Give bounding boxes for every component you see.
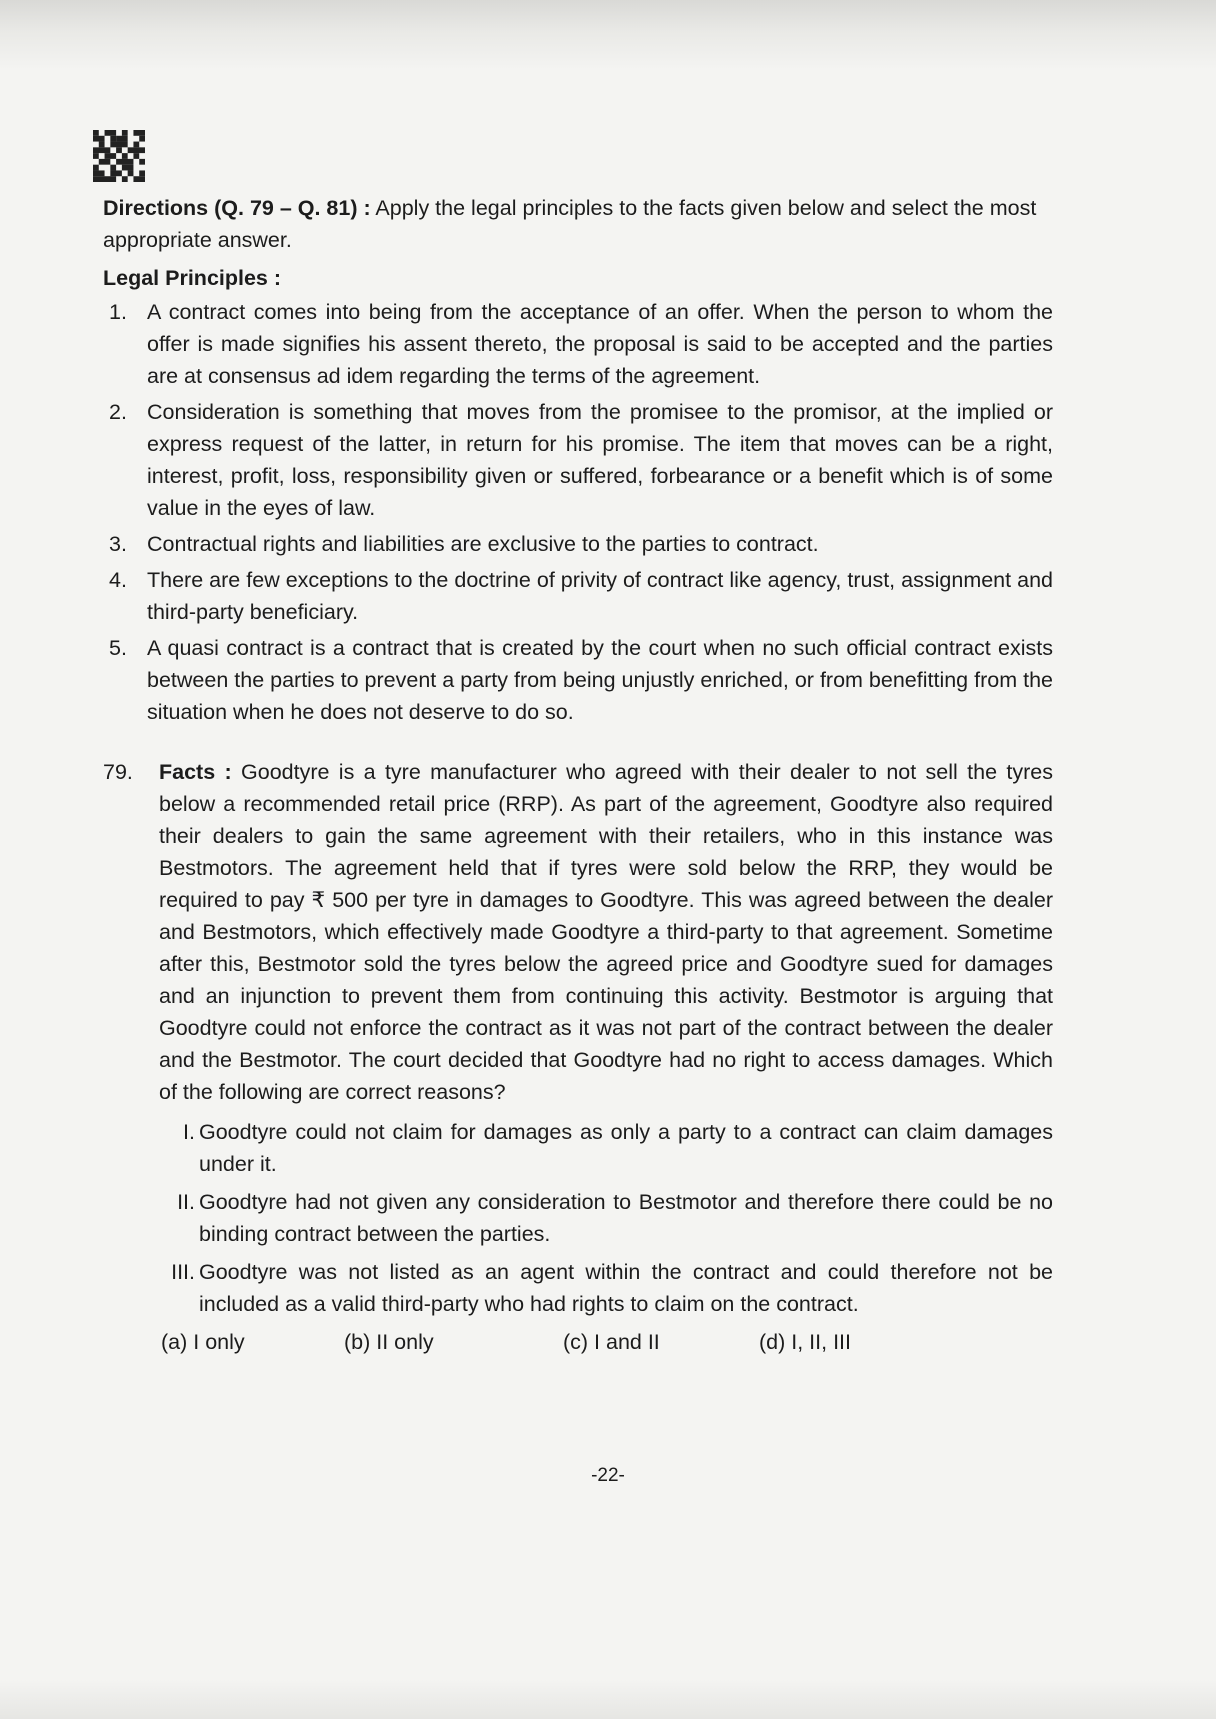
option-c[interactable]: (c) I and II [563,1330,660,1354]
facts-label: Facts : [159,760,232,784]
principle-number: 1. [109,300,127,324]
statement-number: I. [183,1120,195,1144]
directions-label: Directions (Q. 79 – Q. 81) : [103,196,371,220]
principle-number: 3. [109,532,127,556]
qr-code-icon [92,130,146,182]
statement-number: II. [177,1190,195,1214]
answer-options [159,1326,1053,1358]
statement-item [159,1186,1053,1250]
principle-item [103,296,1053,392]
scan-shadow-bottom [0,1679,1216,1719]
principle-number: 5. [109,636,127,660]
option-b[interactable]: (b) II only [344,1330,434,1354]
page-content [103,192,1053,1358]
directions-text: Apply the legal principles to the facts given below and select the most appropriate answer. [103,196,1037,252]
principle-item [103,528,1053,560]
option-d[interactable]: (d) I, II, III [759,1330,851,1354]
statement-text: Goodtyre was not listed as an agent within the contract and could therefore not be included as a valid third-party who had rights to claim on the contract. [199,1260,1053,1316]
directions [103,192,1053,256]
statement-item [159,1116,1053,1180]
statement-text: Goodtyre had not given any consideration to Bestmotor and therefore there could be no binding contract between the parties. [199,1190,1053,1246]
principle-text: Consideration is something that moves from the promisee to the promisor, at the implied or express request of the latter, in return for his promise. The item that moves can be a right, interest, profit, loss, responsibility given or suffered, forbearance or a benefit which is of some value in the eyes of law. [147,400,1053,520]
legal-principles-heading: Legal Principles : [103,266,282,290]
question-facts [159,756,1053,1108]
question-79 [103,756,1053,1358]
scan-shadow-top [0,0,1216,70]
principle-number: 4. [109,568,127,592]
statement-list [159,1116,1053,1320]
principle-number: 2. [109,400,127,424]
principle-item [103,564,1053,628]
statement-text: Goodtyre could not claim for damages as only a party to a contract can claim damages under it. [199,1120,1053,1176]
page-number: -22- [591,1465,625,1486]
principle-text: A quasi contract is a contract that is created by the court when no such official contract exists between the parties to prevent a party from being unjustly enriched, or from benefitting from the situation when he does not deserve to do so. [147,636,1053,724]
principle-item [103,396,1053,524]
statement-number: III. [171,1260,195,1284]
statement-item [159,1256,1053,1320]
principle-text: A contract comes into being from the acceptance of an offer. When the person to whom the offer is made signifies his assent thereto, the proposal is said to be accepted and the parties are at consensus ad idem regarding the terms of the agreement. [147,300,1053,388]
question-number: 79. [103,760,133,784]
principle-text: Contractual rights and liabilities are exclusive to the parties to contract. [147,532,819,556]
facts-text: Goodtyre is a tyre manufacturer who agreed with their dealer to not sell the tyres below a recommended retail price (RRP). As part of the agreement, Goodtyre also required their dealers to gain the same agreement with their retailers, who in this instance was Bestmotors. The agreement held that if tyres were sold below the RRP, they would be required to pay ₹ 500 per tyre in damages to Goodtyre. This was agreed between the dealer and Bestmotors, which effectively made Goodtyre a third-party to that agreement. Sometime after this, Bestmotor sold the tyres below the agreed price and Goodtyre sued for damages and an injunction to prevent them from continuing this activity. Bestmotor is arguing that Goodtyre could not enforce the contract as it was not part of the contract between the dealer and the Bestmotor. The court decided that Goodtyre had no right to access damages. Which of the following are correct reasons? [159,760,1053,1104]
principle-text: There are few exceptions to the doctrine of privity of contract like agency, trust, assignment and third-party beneficiary. [147,568,1053,624]
principle-item [103,632,1053,728]
option-a[interactable]: (a) I only [161,1330,245,1354]
legal-principles-list [103,296,1053,728]
